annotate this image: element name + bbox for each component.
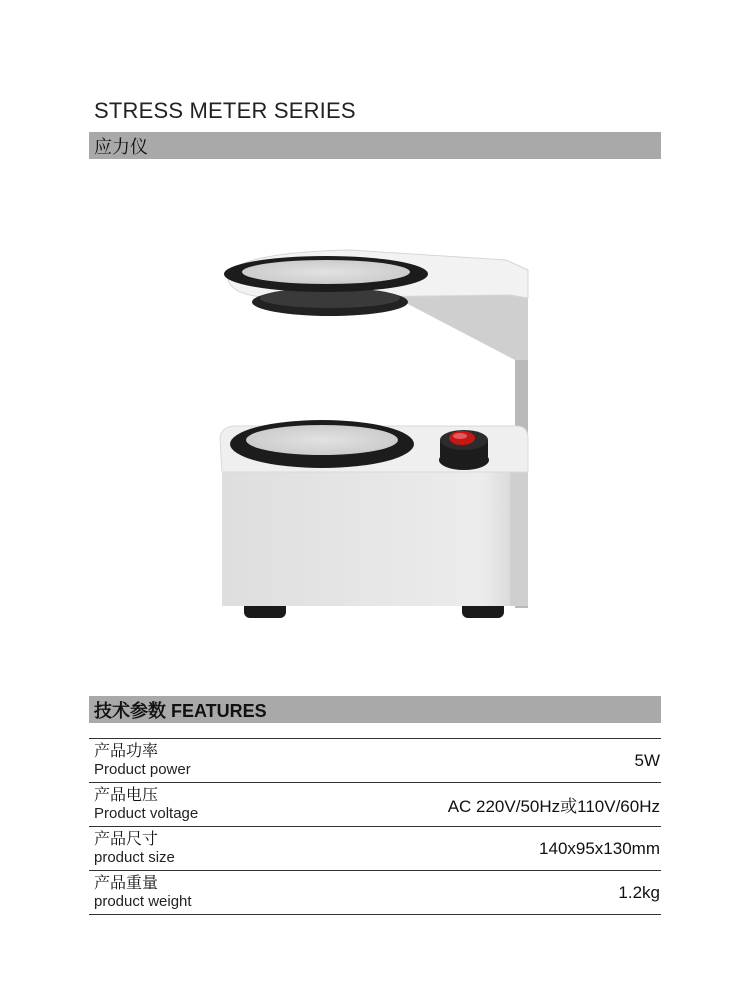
spec-label-en: product weight (94, 892, 192, 910)
series-title: STRESS METER SERIES (94, 98, 356, 123)
spec-value: 1.2kg (618, 882, 660, 902)
spec-label-cn: 产品尺寸 (94, 830, 159, 848)
base-front (222, 472, 528, 606)
product-name-bar (89, 132, 661, 159)
spec-row-weight (89, 871, 661, 915)
spec-label-en: Product power (94, 760, 191, 778)
features-heading: 技术参数 FEATURES (94, 700, 267, 721)
spec-value: 140x95x130mm (539, 838, 660, 858)
spec-row-power (89, 739, 661, 783)
stress-meter-photo (210, 240, 540, 630)
spec-table (89, 738, 661, 915)
product-name-cn: 应力仪 (94, 136, 148, 157)
spec-value: AC 220V/50Hz或110V/60Hz (447, 797, 660, 816)
spec-label-cn: 产品电压 (94, 786, 159, 804)
spec-label-en: product size (94, 848, 175, 866)
spec-label-en: Product voltage (94, 804, 199, 822)
features-bar (89, 696, 661, 723)
spec-label-cn: 产品重量 (94, 874, 159, 892)
spec-row-size (89, 827, 661, 871)
spec-row-voltage (89, 783, 661, 827)
spec-value: 5W (634, 750, 660, 770)
spec-label-cn: 产品功率 (94, 742, 159, 760)
